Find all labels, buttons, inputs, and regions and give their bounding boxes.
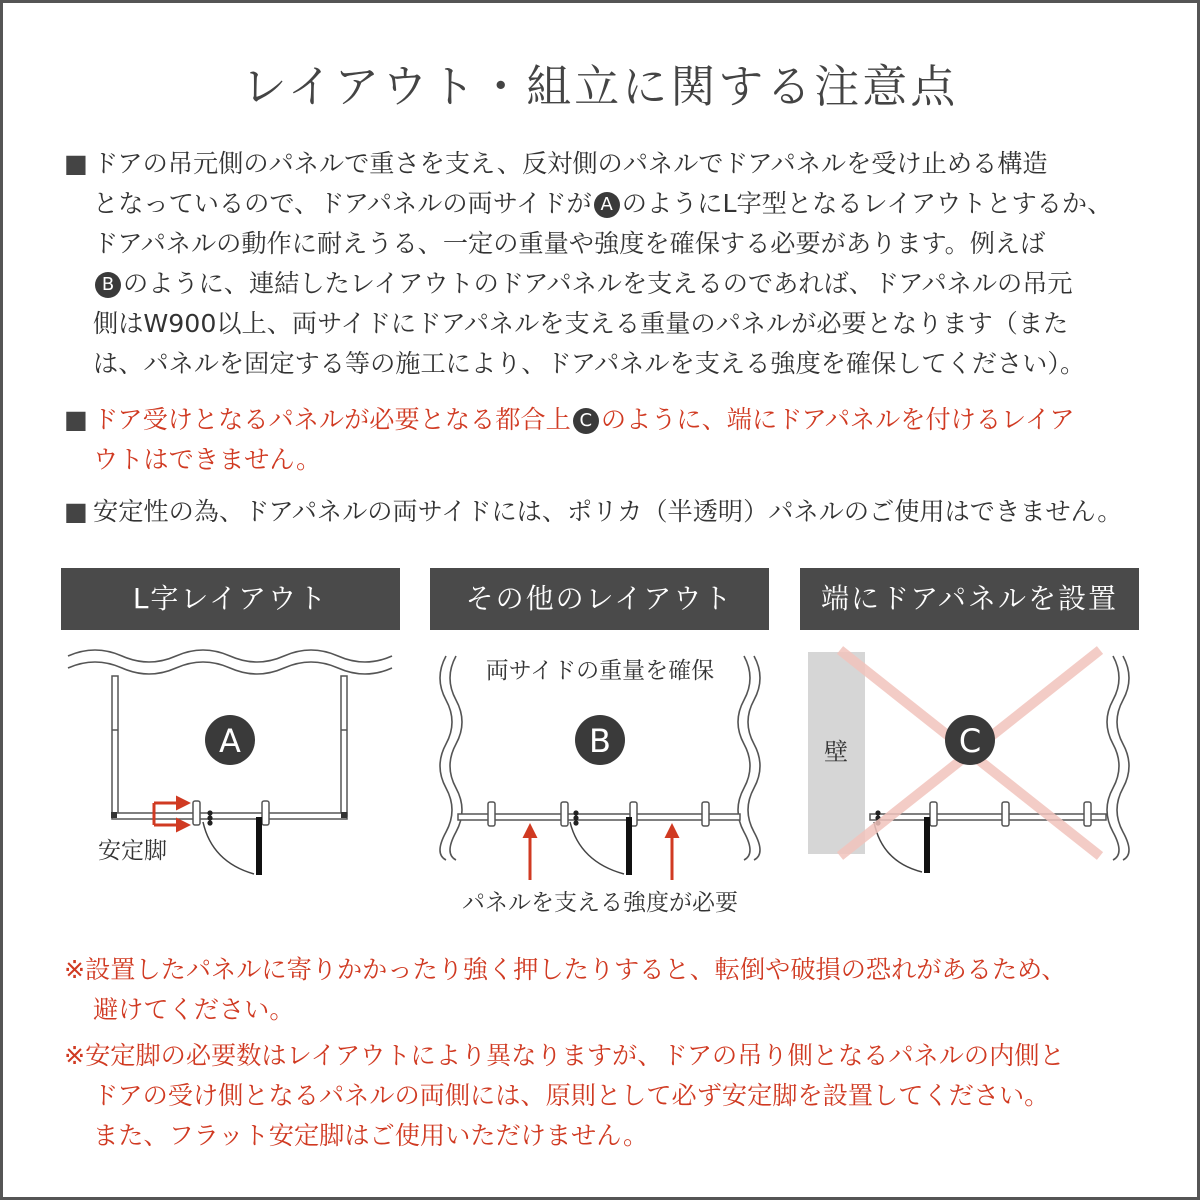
- note2-line2: ドアの受け側となるパネルの両側には、原則として必ず安定脚を設置してください。: [93, 1081, 1050, 1110]
- door-swing-arc-b: [570, 822, 624, 874]
- edge-rail: [870, 814, 1106, 820]
- para2-line1a: ドア受けとなるパネルが必要となる都合上: [93, 405, 571, 434]
- note-lean-warning: [64, 950, 1066, 1030]
- badge-b: B: [95, 272, 121, 298]
- badge-c-text: C: [958, 722, 982, 760]
- door-panel-b: [626, 817, 632, 875]
- square-bullet: ■: [64, 149, 88, 178]
- note1-line1: ※設置したパネルに寄りかかったり強く押したりすると、転倒や破損の恐れがあるため、: [64, 955, 1067, 984]
- door-swing-arc: [203, 822, 254, 874]
- side-panel-right: [341, 676, 347, 816]
- connected-rail: [458, 814, 740, 820]
- door-panel-c: [924, 817, 930, 873]
- badge-b-text: B: [589, 722, 611, 760]
- para1-line2b: のようにL字型となるレイアウトとするか、: [621, 189, 1113, 218]
- header-l-layout: L字レイアウト: [61, 568, 400, 630]
- para1-line4b: のように、連結したレイアウトのドアパネルを支えるのであれば、ドアパネルの吊元: [123, 269, 1073, 298]
- para1-line2a: となっているので、ドアパネルの両サイドが: [93, 189, 592, 218]
- page-title: レイアウト・組立に関する注意点: [241, 60, 959, 113]
- square-bullet: ■: [64, 497, 88, 526]
- stabilizer-label: 安定脚: [98, 838, 167, 864]
- wall-label: 壁: [824, 738, 848, 766]
- para1-line3: ドアパネルの動作に耐えうる、一定の重量や強度を確保する必要があります。例えば: [93, 229, 1046, 258]
- note1-line2: 避けてください。: [93, 995, 295, 1024]
- para2-line2: ウトはできません。: [93, 445, 322, 474]
- diagram-a: [68, 650, 392, 875]
- side-panel-left: [112, 676, 118, 816]
- para1-line1: ドアの吊元側のパネルで重さを支え、反対側のパネルでドアパネルを受け止める構造: [93, 149, 1048, 178]
- door-panel-a: [256, 817, 262, 875]
- badge-a-text: A: [219, 722, 241, 760]
- diagram-b: [440, 656, 760, 916]
- badge-a: A: [594, 192, 620, 218]
- para1-line5: 側はW900以上、両サイドにドアパネルを支える重量のパネルが必要となります（また: [93, 309, 1069, 338]
- header-other-layout: その他のレイアウト: [430, 568, 769, 630]
- strength-label: パネルを支える強度が必要: [462, 890, 738, 916]
- front-rail: [112, 813, 347, 819]
- badge-c: C: [573, 408, 599, 434]
- wavy-wall-right-c: [1107, 656, 1119, 860]
- para1-line6: は、パネルを固定する等の施工により、ドアパネルを支える強度を確保してください）。: [93, 349, 1086, 378]
- note2-line1: ※安定脚の必要数はレイアウトにより異なりますが、ドアの吊り側となるパネルの内側と: [64, 1041, 1065, 1070]
- note2-line3: また、フラット安定脚はご使用いただけません。: [93, 1121, 649, 1150]
- para2-line1b: のように、端にドアパネルを付けるレイア: [600, 405, 1075, 434]
- square-bullet: ■: [64, 405, 88, 434]
- header-edge-door: 端にドアパネルを設置: [800, 568, 1139, 630]
- wavy-wall-top-inner: [68, 662, 392, 674]
- diagram-c: [808, 650, 1129, 873]
- para3-line1: 安定性の為、ドアパネルの両サイドには、ポリカ（半透明）パネルのご使用はできません。: [93, 497, 1123, 526]
- weight-label: 両サイドの重量を確保: [485, 658, 715, 684]
- wavy-wall-right: [738, 656, 750, 860]
- note-stabilizer: [64, 1036, 1065, 1156]
- wavy-wall-top: [68, 650, 392, 662]
